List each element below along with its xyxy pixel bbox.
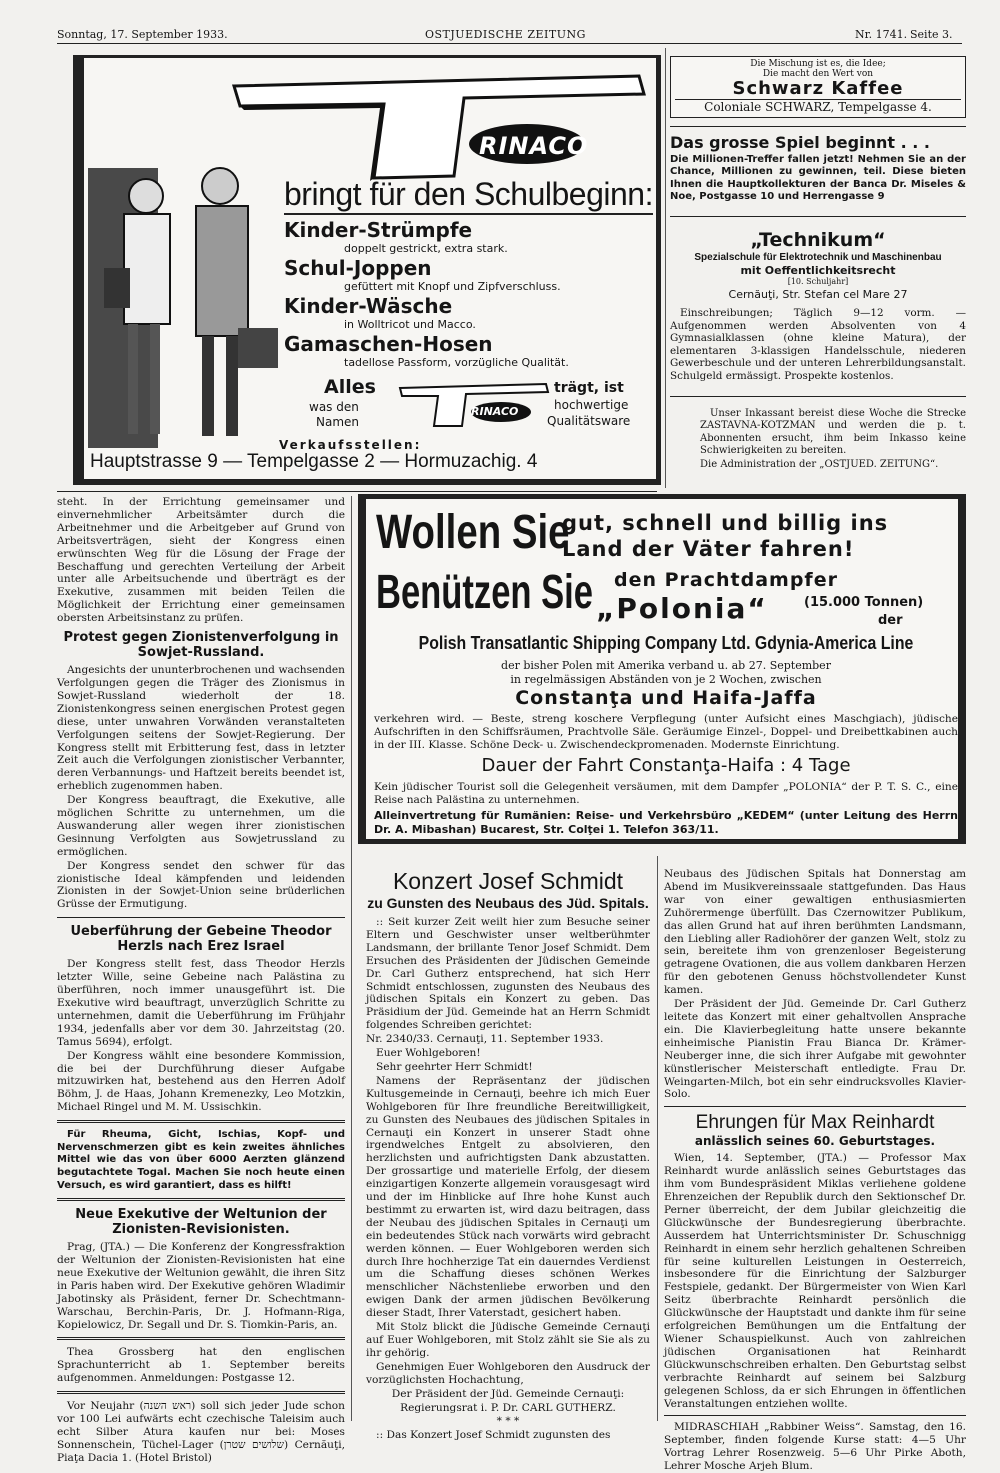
wollen-label: Wollen Sie bbox=[376, 506, 570, 559]
herzl-title: Ueberführung der Gebeine Theodor Herzls nach Erez Israel bbox=[70, 924, 332, 955]
ehrungen-subtitle: anlässlich seines 60. Geburtstages. bbox=[694, 1134, 936, 1149]
konzert-p5: :: Das Konzert Josef Schmidt zugunsten des bbox=[376, 1429, 611, 1442]
item-name: Gamaschen-Hosen bbox=[284, 332, 493, 356]
konzert-p2: Namens der Repräsentanz der jüdischen Kultusgemeinde in Cernauţi, beehre ich mich Euer Wohlgeboren für Ihre freundliche Bereitwilligkeit, zu Gunsten des Neubaues des jüdischen Spitales in Cernauţi ein Konzert in unserer Stadt ohne irgendwelches Entgelt zu absolvieren, den herzlichsten und aufrichtigsten Dank abzustatten. Der grossartige und materielle Erfolg, der diesem einzigartigen Konzerte allgemein vorausgesagt wird und der im Hinblicke auf Ihre hohe Kunst auch bestimmt zu erwarten ist, wird dazu beitragen, dass der Neubau des jüdischen Spitales in Cernauţi um ein bedeutendes Stück nach vorwärts wird gebracht werden können. — Euer Wohlgeboren werden sich durch Ihre hochherzige Tat ein dauerndes Verdienst um die Schaffung dieses schönen Werkes menschlicher Nächstenliebe erworben und den ewigen Dank der armen jüdischen Bevölkerung dieser Stadt, Ihrer Vaterstadt, gesichert haben. bbox=[366, 1074, 650, 1320]
technikum-title: „Technikum“ bbox=[750, 229, 886, 251]
konzert-sign2: Regierungsrat i. P. Dr. CARL GUTHERZ. bbox=[400, 1401, 616, 1414]
item-desc: tadellose Passform, vorzügliche Qualität. bbox=[344, 356, 569, 369]
kaffee-ad bbox=[670, 56, 966, 118]
konzert-p3: Mit Stolz blickt die Jüdische Gemeinde Cernauţi auf Euer Wohlgeboren, mit Stolz zählt sie Sie als zu ihr gehörig. bbox=[366, 1321, 650, 1359]
herzl-p2: Der Kongress wählt eine besondere Kommission, die bei der Durchführung dieser Aufgabe mitzuwirken hat, bestehend aus den Herren Adolf Böhm, J. de Haas, Johann Kremenezky, Leo Motzkin, Michael Ringel und M. M. Ussischkin. bbox=[57, 1049, 345, 1114]
konzert-greet1: Euer Wohlgeboren! bbox=[376, 1047, 481, 1060]
divider bbox=[57, 1337, 345, 1340]
konzert-cont-p1: Neubaus des Jüdischen Spitals hat Donnerstag am Abend im Musikvereinssaale stattgefunden. Das Haus war von einer gewaltigen enthusiasmierten Zuhörermenge überfüllt. Das Czernowitzer Publikum, das allen Grund hat auf ihren berühmten Landsmann, den Liebling aller Radiohörer der ganzen Welt, stolz zu sein, bereitete ihm von grenzenloser Begeisterung getragene Ovationen, die aus vollem dankbaren Herzen für den gebotenen Genuss höchstvollendeter Kunst kamen. bbox=[664, 868, 966, 997]
children-illustration-icon bbox=[88, 158, 288, 448]
konzert-greet2: Sehr geehrter Herr Schmidt! bbox=[376, 1060, 533, 1073]
protest-p3: Der Kongress sendet den schwer für das zionistische Ideal kämpfenden und leidenden Zionisten in der Sowjet-Union seine brüderlichen Grüsse der Ermutigung. bbox=[57, 859, 345, 911]
qualitaet-label: Qualitätsware bbox=[547, 414, 631, 428]
konzert-column bbox=[366, 868, 650, 1442]
grossberg-notice: Thea Grossberg hat den englischen Sprachunterricht ab 1. September bereits aufgenommen. Anmeldungen: Postgasse 12. bbox=[57, 1346, 345, 1385]
divider bbox=[57, 1198, 345, 1201]
left-column bbox=[57, 496, 346, 1464]
neujahr-ad: Vor Neujahr (ראש השנה) soll sich jeder Jude schon vor 100 Lei aufwärts echt czechische Taleisim auch echt Silber Atura kaufen nur bei: Moses Sonnenschein, Tüchel-Lager (שלושים שטרן) Cernăuţi, Piaţa Dacia 1. (Hotel Bristol) bbox=[57, 1400, 346, 1464]
protest-p2: Der Kongress beauftragt, die Exekutive, alle möglichen Schritte zu unternehmen, um die Auswanderung aller wegen ihrer zionistischen Gesinnung Verfolgten aus Sowjetrussland zu ermöglichen. bbox=[57, 794, 345, 858]
technikum-sub2: mit Oeffentlichkeitsrecht bbox=[740, 264, 896, 277]
rheuma-ad: Für Rheuma, Gicht, Ischias, Kopf- und Nervenschmerzen gibt es kein zweites ähnliches Mittel wie das von über 6000 Aerzten glänzend begutachtete Togal. Machen Sie noch heute einen Versuch, es wird garantiert, dass es hilft! bbox=[57, 1129, 345, 1191]
den-label: den Prachtdampfer bbox=[614, 569, 838, 591]
konzert-stars: * * * bbox=[496, 1415, 520, 1428]
konzert-cont-p2: Der Präsident der Jüd. Gemeinde Dr. Carl Gutherz leitete das Konzert mit einer gehaltvollen Ansprache ein. Die Klavierbegleitung hatte unsere bekannte einheimische Pianistin Frau Bianca Dr. Krämer-Neuberger inne, die sich ihrer Aufgabe mit gewohnter künstlerischer Meisterschaft entledigte. Frau Dr. Weingarten-Milch, bot ein sehr eindrucksvolles Klavier-Solo. bbox=[664, 998, 966, 1101]
item-desc: doppelt gestrickt, extra stark. bbox=[344, 242, 508, 255]
inkassant-text: Unser Inkassant bereist diese Woche die Strecke ZASTAVNA-KOTZMAN und werden die p. t. Abonnenten ersucht, ihm beim Inkasso keine Schwierigkeiten zu bereiten. bbox=[700, 408, 966, 457]
company-label: Polish Transatlantic Shipping Company Ltd. Gdynia-America Line bbox=[418, 633, 914, 653]
column-rule bbox=[351, 496, 352, 1421]
konzert-subtitle: zu Gunsten des Neubaus des Jüd. Spitals. bbox=[367, 895, 649, 911]
divider bbox=[670, 396, 966, 397]
trinaco-logo-text: RINACO bbox=[479, 132, 589, 160]
alles-label: Alles bbox=[324, 376, 376, 398]
spiel-ad bbox=[670, 132, 966, 205]
herzl-p1: Der Kongress stellt fest, dass Theodor Herzls letzter Wille, seine Gebeine nach Palästina zu überführen, noch immer unausgeführt ist. Die Exekutive wird beauftragt, unverzüglich Schritte zu unternehmen, damit die Ueberführung im Frühjahr 1934, jedenfalls aber vor dem 30. Jahrzeitstag (20. Tamus 5694), erfolgt. bbox=[57, 958, 345, 1048]
traegt-label: trägt, ist bbox=[554, 380, 624, 396]
ehrungen-title: Ehrungen für Max Reinhardt bbox=[695, 1112, 935, 1134]
header-date: Sonntag, 17. September 1933. bbox=[57, 28, 228, 41]
polonia-ad bbox=[358, 494, 966, 844]
header-title: OSTJUEDISCHE ZEITUNG bbox=[425, 28, 586, 41]
kaffee-address: Coloniale SCHWARZ, Tempelgasse 4. bbox=[675, 99, 961, 114]
dauer-label: Dauer der Fahrt Constanţa-Haifa : 4 Tage bbox=[481, 755, 851, 776]
header-rule bbox=[57, 43, 962, 44]
trinaco-small-logo-text: RINACO bbox=[471, 405, 519, 418]
land-label: Land der Väter fahren! bbox=[562, 537, 855, 561]
konzert-nr: Nr. 2340/33. Cernauţi, 11. September 1933. bbox=[366, 1033, 604, 1046]
kaffee-name: Schwarz Kaffee bbox=[732, 78, 904, 99]
header-page: Seite 3. bbox=[910, 28, 953, 41]
ehrungen-text: Wien, 14. September, (JTA.) — Professor Max Reinhardt wurde anlässlich seines Geburtstages das ihm vom Bundespräsident Miklas verliehene goldene Ehrenzeichen der Republik durch den Sektionschef Dr. Perner überreicht, der dem Jubilar gleichzeitig die Glückwünsche der Bundesregierung überbrachte. Ausserdem hat Unterrichtsminister Dr. Schuschnigg Reinhardt in einem sehr herzlich gehaltenen Schreiben für seine kulturellen Leistungen in Oesterreich, insbesondere für die Einrichtung der Salzburger Festspiele, gedankt. Der Bürgermeister von Wien Karl Seitz überbrachte Reinhardt persönlich die Glückwünsche der Hauptstadt und dankte ihm für seine erfolgreichen Bemühungen um die Entfaltung der Wiener Schauspielkunst. Auch von zahlreichen jüdischen Organisationen hat Reinhardt Glückwunschschreiben erhalten. Den Geburtstag selbst verbrachte Reinhardt auf seinem bei Salzburg gelegenen Schloss, da er sich Ehrungen in öffentlichen Veranstaltungen entziehen wollte. bbox=[664, 1152, 966, 1410]
item-name: Schul-Joppen bbox=[284, 256, 432, 280]
route-label: Constanţa und Haifa-Jaffa bbox=[515, 687, 817, 709]
spiel-text: Die Millionen-Treffer fallen jetzt! Nehmen Sie an der Chance, Millionen zu gewinnen, teil. Diese bieten Ihnen die Hauptkollekturen der Banca Dr. Miseles & Noe, Postgasse 10 und Herrengasse 9 bbox=[670, 154, 966, 203]
column-rule bbox=[665, 48, 666, 488]
technikum-sub1: Spezialschule für Elektrotechnik und Maschinenbau bbox=[694, 252, 942, 263]
konzert-p4: Genehmigen Euer Wohlgeboren den Ausdruck der vorzüglichsten Hochachtung, bbox=[366, 1360, 650, 1386]
divider bbox=[57, 1120, 345, 1123]
technikum-text: Einschreibungen; Täglich 9—12 vorm. — Aufgenommen werden Absolventen von 4 Gymnasialklassen (ohne kleine Matura), der elementaren 3-klassigen Handelsschule, niederen Gewerbeschule und der unteren Lehrerbildungsanstalt. Schulgeld ermässigt. Prospekte kostenlos. bbox=[670, 307, 966, 382]
divider bbox=[670, 126, 966, 127]
column-rule bbox=[657, 856, 658, 1421]
inkassant-sign: Die Administration der „OSTJUED. ZEITUNG“. bbox=[700, 458, 939, 470]
neue-title: Neue Exekutive der Weltunion der Zionisten-Revisionisten. bbox=[75, 1207, 327, 1238]
polonia-l4: Kein jüdischer Tourist soll die Gelegenheit versäumen, mit dem Dampfer „POLONIA“ der P. T. S. C., eine Reise nach Palästina zu unternehmen. bbox=[374, 781, 958, 806]
divider bbox=[664, 1106, 966, 1107]
polonia-l5: Alleinvertretung für Rumänien: Reise- und Verkehrsbüro „KEDEM“ (unter Leitung des Herrn Dr. A. Mibashan) Bucarest, Str. Colţei 1. Telefon 363/11. bbox=[374, 809, 958, 836]
trinaco-items bbox=[284, 218, 654, 370]
hochwertige-label: hochwertige bbox=[554, 398, 629, 412]
page-header bbox=[57, 28, 962, 42]
protest-p1: Angesichts der ununterbrochenen und wachsenden Verfolgungen gegen die Träger des Zionismus in Sowjet-Russland wiederholt der 18. Zionistenkongress seinen energischen Protest gegen diese, unter unwahren Vorwänden veranstalteten Verfolgungen seitens der Sowjet-Regierung. Der Kongress stellt mit Erbitterung fest, dass in letzter Zeit auch die Verfolgungen zionistischer Verbannter, deren Verbannungs- und Haftzeit bereits beendet ist, erheblich zugenommen haben. bbox=[57, 664, 345, 793]
verkauf-label: Verkaufsstellen: bbox=[279, 438, 422, 452]
was-den-label: was den bbox=[309, 400, 359, 414]
gut-label: gut, schnell und billig ins bbox=[562, 511, 889, 535]
spiel-title: Das grosse Spiel beginnt . . . bbox=[670, 133, 930, 152]
tons-label: (15.000 Tonnen) bbox=[804, 595, 924, 610]
benuetzen-label: Benützen Sie bbox=[376, 566, 594, 619]
protest-title: Protest gegen Zionistenverfolgung in Sowjet-Russland. bbox=[63, 630, 339, 661]
polonia-l2: in regelmässigen Abständen von je 2 Wochen, zwischen bbox=[510, 673, 822, 686]
technikum-ad bbox=[670, 228, 966, 384]
right-column bbox=[664, 868, 966, 1473]
konzert-sign1: Der Präsident der Jüd. Gemeinde Cernauţi: bbox=[391, 1387, 625, 1400]
item-desc: in Wolltricot und Macco. bbox=[344, 318, 476, 331]
item-name: Kinder-Strümpfe bbox=[284, 218, 473, 242]
header-number: Nr. 1741. bbox=[855, 28, 908, 41]
item-name: Kinder-Wäsche bbox=[284, 294, 453, 318]
polonia-name: „Polonia“ bbox=[596, 592, 768, 625]
trinaco-logo-icon bbox=[224, 66, 654, 186]
divider bbox=[664, 1415, 966, 1416]
trinaco-addresses: Hauptstrasse 9 — Tempelgasse 2 — Hormuzachig. 4 bbox=[90, 451, 538, 472]
technikum-sub3: [10. Schuljahr] bbox=[787, 277, 849, 286]
polonia-l3: verkehren wird. — Beste, streng koschere Verpflegung (unter Aufsicht eines Maschgiach), jüdische Aufschriften in den Schiffsräumen, Prachtvolle Säle. Geräumige Einzel-, Doppel- und Dreibettkabinen auch in der III. Klasse. Schöne Deck- u. Zwischendeckpromenaden. Modernste Einrichtung. bbox=[374, 713, 958, 751]
neue-p: Prag, (JTA.) — Die Konferenz der Kongressfraktion der Weltunion der Zionisten-Revisionisten hat eine neue Exekutive der Weltunion gewählt, die ihren Sitz in Paris haben wird. Der Exekutive gehören Wladimir Jabotinsky als Präsident, ferner Dr. Schechtmann-Warschau, Berchin-Paris, Dr. J. Hofmann-Riga, Kopielowicz, Dr. Segall und Dr. S. Tiomkin-Paris, an. bbox=[57, 1241, 345, 1331]
divider bbox=[57, 491, 657, 492]
kaffee-line1: Die Mischung ist es, die Idee; bbox=[750, 59, 886, 69]
der-label: der bbox=[878, 613, 903, 628]
arbeit-text: steht. In der Errichtung gemeinsamer und einvernehmlicher Arbeitsämter durch die Arbeitnehmer und die Arbeitgeber auf Grund von Arbeitsverträgen, sieht der Kongress einen erwünschten Weg für die Lösung der Frage der Beschaffung und gerechten Verteilung der Arbeit unter alle Arbeitsuchende und überträgt es der Exekutive, zusammen mit beiden Teilen die Möglichkeit der Errichtung einer gemeinsamen obersten Arbeitsinstanz zu prüfen. bbox=[57, 496, 345, 625]
divider bbox=[57, 1391, 345, 1394]
trinaco-ad bbox=[73, 55, 661, 485]
divider bbox=[57, 917, 345, 918]
midrasch-notice: MIDRASCHIAH „Rabbiner Weiss“. Samstag, den 16. September, finden folgende Kurse statt: 4—5 Uhr Vortrag Lehrer Rosenzweig. 5—6 Uhr Pirke Aboth, Lehrer Mosche Arjeh Blum. bbox=[664, 1421, 966, 1473]
divider bbox=[670, 216, 966, 217]
namen-label: Namen bbox=[316, 415, 360, 429]
polonia-l1: der bisher Polen mit Amerika verband u. ab 27. September bbox=[501, 659, 831, 672]
inkassant-notice bbox=[700, 408, 966, 472]
item-desc: gefüttert mit Knopf und Zipfverschluss. bbox=[344, 280, 561, 293]
trinaco-headline: bringt für den Schulbeginn: bbox=[284, 176, 653, 215]
konzert-p1: :: Seit kurzer Zeit weilt hier zum Besuche seiner Eltern und Geschwister unser weltberühmter Landsmann, der brillante Tenor Josef Schmidt. Dem Ersuchen des Präsidenten der Jüdischen Gemeinde Dr. Carl Gutherz entsprechend, hat sich Herr Schmidt entschlossen, zugunsten des Neubaus des jüdischen Spitals ein Konzert zu geben. Das Präsidium der Jüd. Gemeinde hat an Herrn Schmidt folgendes Schreiben gerichtet: bbox=[366, 916, 650, 1032]
technikum-address: Cernăuţi, Str. Stefan cel Mare 27 bbox=[728, 288, 908, 301]
kaffee-line2: Die macht den Wert von bbox=[762, 69, 874, 79]
konzert-title: Konzert Josef Schmidt bbox=[392, 868, 624, 894]
